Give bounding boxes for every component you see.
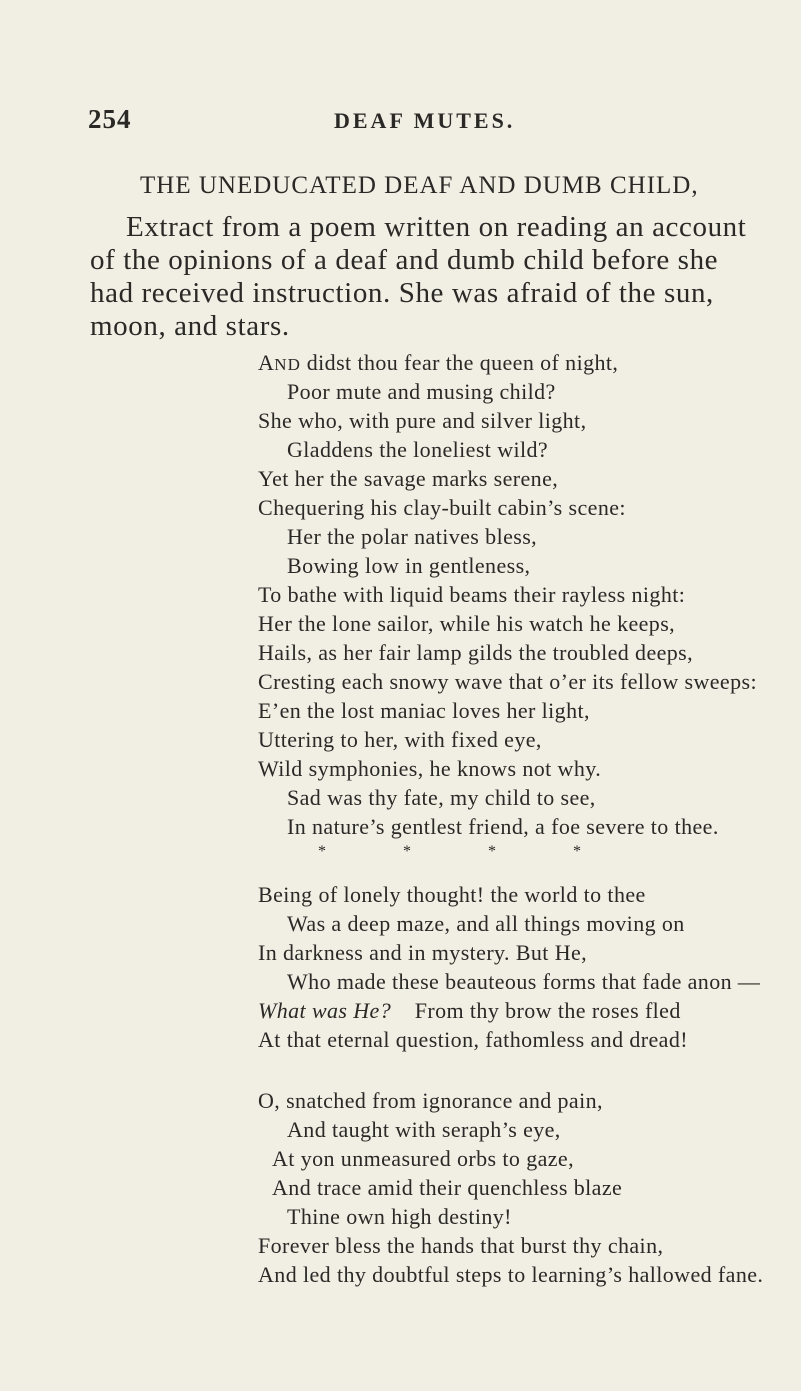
intro-line: had received instruction. She was afraid of the sun, [90, 277, 714, 309]
italic-question: What was He? [258, 998, 392, 1023]
verse-line [258, 350, 618, 376]
verse-line: Chequering his clay-built cabin’s scene: [258, 495, 626, 520]
verse-line: Was a deep maze, and all things moving on [287, 911, 685, 936]
verse-line: Uttering to her, with fixed eye, [258, 727, 542, 752]
page-number: 254 [88, 104, 132, 134]
verse-line: Thine own high destiny! [287, 1204, 512, 1229]
drop-word-cap: A [258, 350, 275, 375]
section-title: THE UNEDUCATED DEAF AND DUMB CHILD, [140, 172, 699, 199]
running-title: DEAF MUTES. [334, 108, 516, 133]
verse-line: And led thy doubtful steps to learning’s hallowed fane. [258, 1262, 764, 1287]
verse-line: In nature’s gentlest friend, a foe severe to thee. [287, 814, 719, 839]
intro-paragraph [90, 211, 770, 343]
intro-line: moon, and stars. [90, 310, 290, 342]
drop-word-rest: ND [274, 355, 301, 374]
separator-star: * [318, 843, 326, 860]
separator-star: * [488, 843, 496, 860]
verse-line: In darkness and in mystery. But He, [258, 940, 588, 965]
verse-line: Hails, as her fair lamp gilds the troubled deeps, [258, 640, 694, 665]
verse-line: Her the lone sailor, while his watch he keeps, [258, 611, 676, 636]
intro-line: Extract from a poem written on reading an account [126, 211, 747, 243]
intro-line: of the opinions of a deaf and dumb child before she [90, 244, 719, 276]
verse-line: Her the polar natives bless, [287, 524, 538, 549]
verse-line-rest: didst thou fear the queen of night, [300, 350, 619, 375]
verse-line: Yet her the savage marks serene, [258, 466, 559, 491]
separator-star: * [403, 843, 411, 860]
verse-line: At yon unmeasured orbs to gaze, [272, 1146, 574, 1171]
verse-line: Poor mute and musing child? [287, 379, 556, 404]
verse-line: And trace amid their quenchless blaze [272, 1175, 623, 1200]
verse-line: Gladdens the loneliest wild? [287, 437, 549, 462]
verse-line: Cresting each snowy wave that o’er its fellow sweeps: [258, 669, 757, 694]
page-header [0, 104, 801, 138]
verse-line: Forever bless the hands that burst thy chain, [258, 1233, 664, 1258]
verse-line-rest: From thy brow the roses fled [414, 998, 681, 1023]
verse-line: Wild symphonies, he knows not why. [258, 756, 602, 781]
verse-line: And taught with seraph’s eye, [287, 1117, 561, 1142]
verse-line: Being of lonely thought! the world to thee [258, 882, 646, 907]
verse-line: At that eternal question, fathomless and dread! [258, 1027, 688, 1052]
verse-line [258, 998, 681, 1024]
verse-line: She who, with pure and silver light, [258, 408, 587, 433]
verse-line: O, snatched from ignorance and pain, [258, 1088, 603, 1113]
verse-line: Sad was thy fate, my child to see, [287, 785, 596, 810]
verse-line: Who made these beauteous forms that fade anon — [287, 969, 761, 994]
verse-line: E’en the lost maniac loves her light, [258, 698, 590, 723]
verse-line: Bowing low in gentleness, [287, 553, 531, 578]
separator-star: * [573, 843, 581, 860]
verse-line: To bathe with liquid beams their rayless night: [258, 582, 686, 607]
